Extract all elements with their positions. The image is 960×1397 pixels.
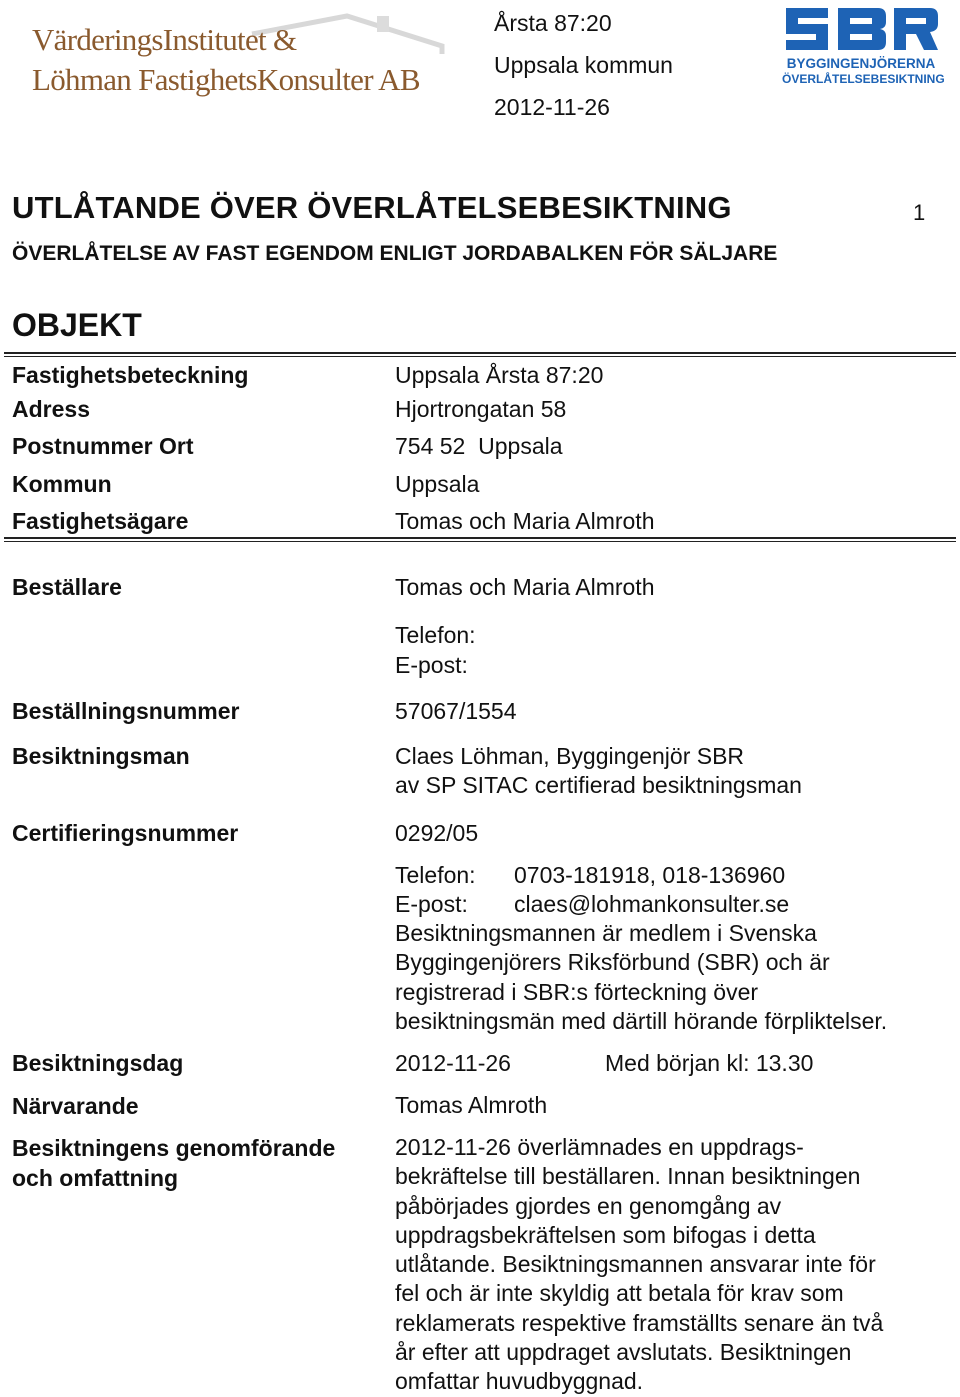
label-besiktningsdag: Besiktningsdag (12, 1050, 184, 1076)
bestallare-telefon-label: Telefon: (395, 622, 476, 648)
sbr-logo (782, 6, 945, 88)
sbr-logo-name: BYGGINGENJÖRERNA (786, 56, 936, 71)
label-postnummer-ort: Postnummer Ort (12, 433, 194, 459)
contact-epost-value[interactable]: claes@lohmankonsulter.se (514, 891, 790, 917)
sbr-logo-subtitle: ÖVERLÅTELSEBESIKTNING (782, 72, 945, 86)
value-adress: Hjortrongatan 58 (395, 396, 567, 422)
logo-line-1: VärderingsInstitutet & (32, 22, 297, 57)
genomforande-text: 2012-11-26 överlämnades en uppdrags- bekräftelse till beställaren. Innan besiktningen påbörjades gjordes en genomgång av uppdragsbekräftelsen som bifogas i detta utlåtande. Besiktningsmannen ansvarar inte för fel och är inte skyldig att betala för krav som reklamerats respektive framställts senare än två år efter att uppdraget avslutats. Besiktningen omfattar huvudbyggnad. (395, 1134, 884, 1395)
value-besiktningsman-line2: av SP SITAC certifierad besiktningsman (395, 772, 802, 798)
member-statement: Besiktningsmannen är medlem i Svenska Byggingenjörers Riksförbund (SBR) och är registrerad i SBR:s förteckning över besiktningsmän med därtill hörande förpliktelser. (395, 920, 888, 1034)
value-start-time: Med början kl: 13.30 (605, 1050, 814, 1076)
label-fastighetsagare: Fastighetsägare (12, 508, 189, 534)
bestallare-epost-label: E-post: (395, 652, 468, 678)
page-number: 1 (913, 200, 926, 225)
sbr-logo-icon (782, 6, 940, 52)
label-besiktningsman: Besiktningsman (12, 743, 190, 769)
value-kommun: Uppsala (395, 471, 480, 497)
document-title: UTLÅTANDE ÖVER ÖVERLÅTELSEBESIKTNING (12, 190, 732, 225)
value-postnummer-ort: 754 52 Uppsala (395, 433, 563, 459)
value-besiktningsdag: 2012-11-26 (395, 1050, 511, 1076)
section-heading-objekt: OBJEKT (12, 307, 142, 343)
label-fastighetsbeteckning: Fastighetsbeteckning (12, 362, 249, 388)
label-adress: Adress (12, 396, 90, 422)
value-fastighetsagare: Tomas och Maria Almroth (395, 508, 655, 534)
header-property: Årsta 87:20 (494, 10, 612, 36)
divider-bottom (4, 537, 956, 542)
value-bestallare: Tomas och Maria Almroth (395, 574, 655, 600)
contact-epost-label: E-post: (395, 891, 468, 917)
header-date: 2012-11-26 (494, 94, 610, 120)
logo-line-2: Löhman FastighetsKonsulter AB (32, 62, 420, 97)
value-certifieringsnummer: 0292/05 (395, 820, 479, 846)
label-kommun: Kommun (12, 471, 112, 497)
label-genomforande-line1: Besiktningens genomförande (12, 1135, 336, 1161)
label-certifieringsnummer: Certifieringsnummer (12, 820, 239, 846)
label-genomforande-line2: och omfattning (12, 1165, 179, 1191)
label-bestallare: Beställare (12, 574, 122, 600)
document-subtitle: ÖVERLÅTELSE AV FAST EGENDOM ENLIGT JORDABALKEN FÖR SÄLJARE (12, 242, 778, 265)
header-municipality: Uppsala kommun (494, 52, 673, 78)
value-narvarande: Tomas Almroth (395, 1092, 548, 1118)
value-besiktningsman-line1: Claes Löhman, Byggingenjör SBR (395, 743, 745, 769)
label-narvarande: Närvarande (12, 1093, 139, 1119)
company-logo (22, 8, 454, 100)
contact-telefon-label: Telefon: (395, 862, 476, 888)
contact-telefon-value: 0703-181918, 018-136960 (514, 862, 786, 888)
divider-top (4, 352, 956, 357)
label-bestallningsnummer: Beställningsnummer (12, 698, 240, 724)
value-bestallningsnummer: 57067/1554 (395, 698, 517, 724)
value-fastighetsbeteckning: Uppsala Årsta 87:20 (395, 362, 604, 388)
